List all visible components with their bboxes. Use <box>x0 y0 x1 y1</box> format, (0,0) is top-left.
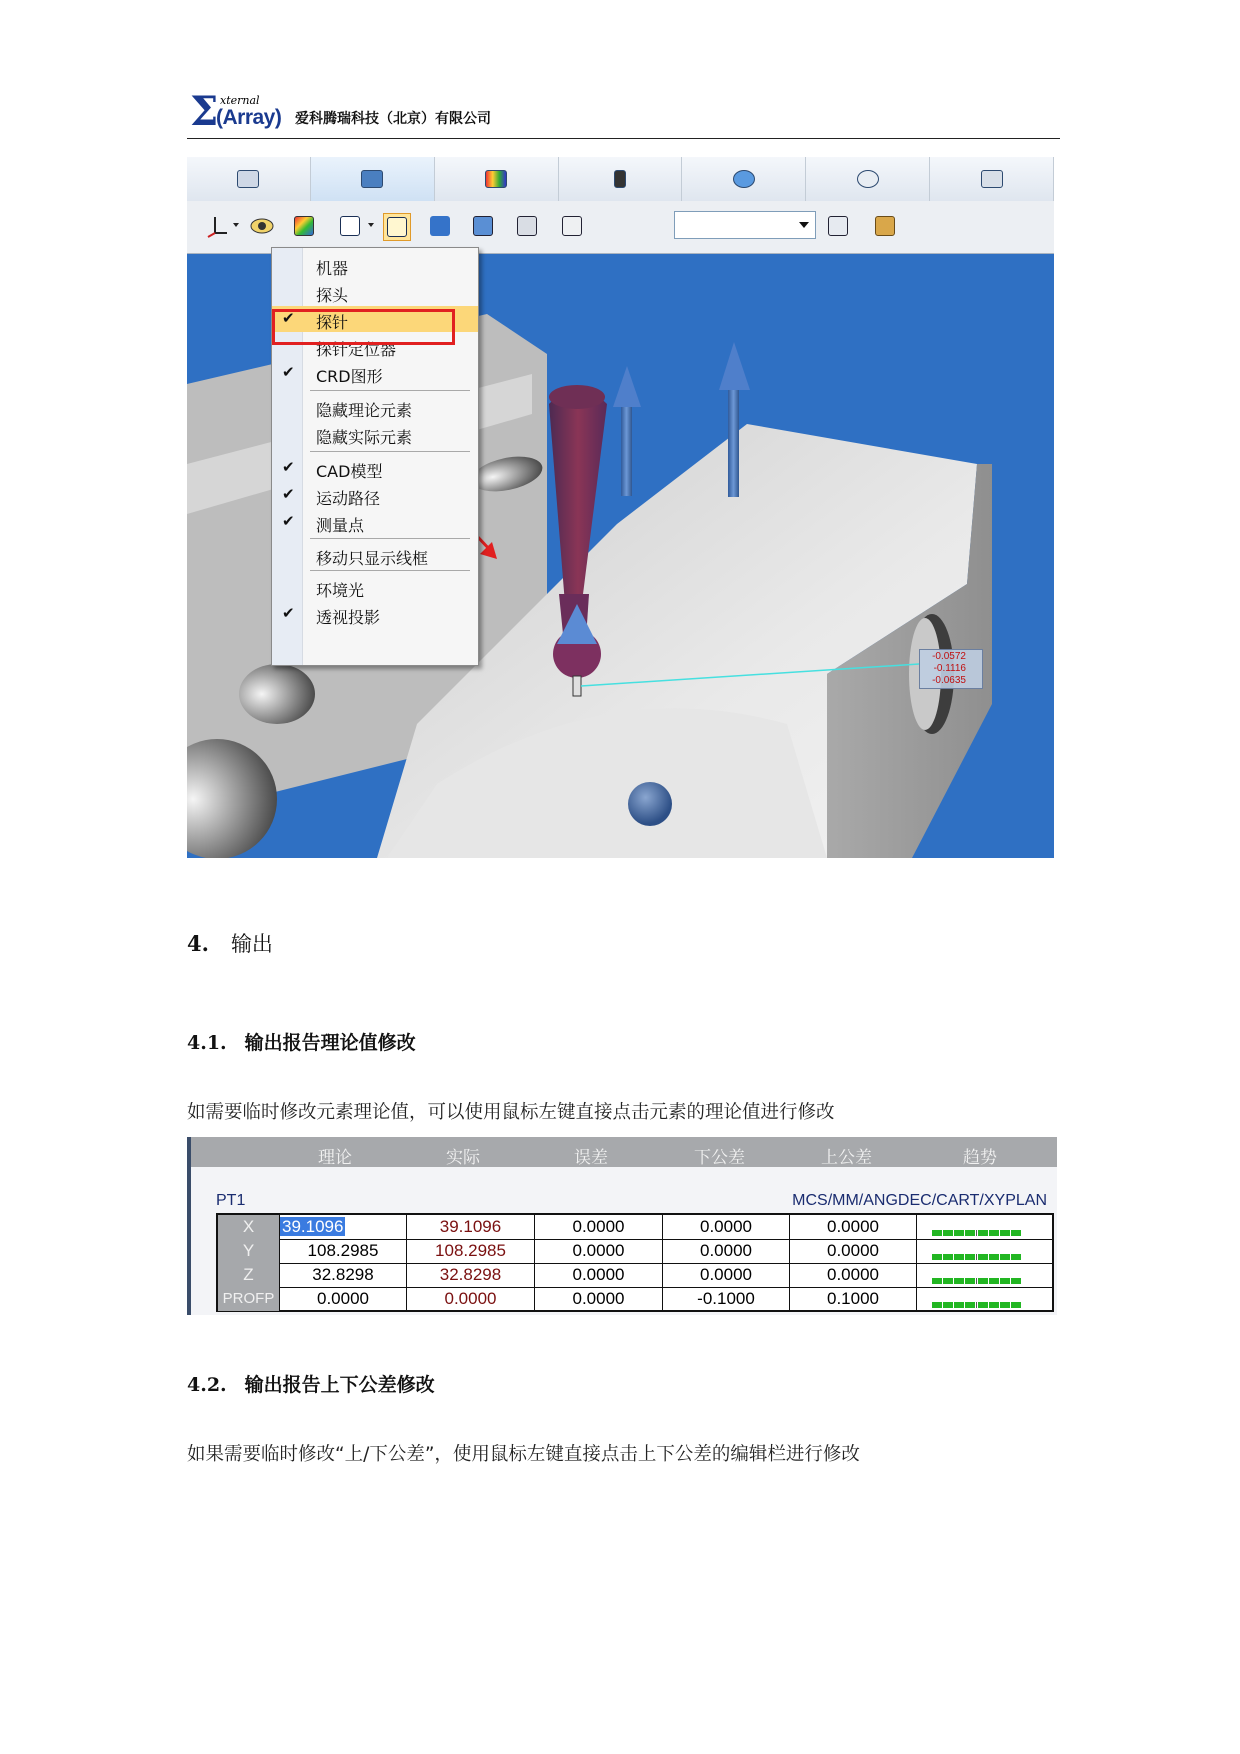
axes-button[interactable] <box>203 213 229 239</box>
menu-item-crd-graphics[interactable] <box>272 360 478 386</box>
export-button[interactable] <box>825 213 851 239</box>
column-upper-tol: 上公差 <box>821 1148 872 1168</box>
column-deviation: 误差 <box>574 1148 608 1168</box>
deviation-value: 0.0000 <box>535 1263 663 1287</box>
upper-tol-field[interactable]: 0.0000 <box>790 1215 917 1239</box>
table-row <box>218 1263 1052 1288</box>
toolbar-tab-bar <box>187 157 1054 202</box>
logo-array-text: (Array) <box>216 106 282 129</box>
company-logo <box>190 88 290 135</box>
menu-item-measured-points[interactable] <box>272 509 478 535</box>
checkmark-icon: ✔ <box>282 309 295 327</box>
menu-item-label: 探针 <box>316 313 349 332</box>
deviation-y: -0.1116 <box>933 663 966 674</box>
menu-separator <box>310 538 470 539</box>
table-row <box>218 1215 1052 1240</box>
lower-tol-field[interactable]: 0.0000 <box>663 1239 790 1263</box>
export-icon <box>828 216 848 236</box>
report-column-header <box>191 1137 1057 1167</box>
section-4-heading <box>187 928 273 958</box>
axis-label: PROFP <box>218 1287 280 1311</box>
save-view-button[interactable] <box>514 213 540 239</box>
menu-item-label: CAD模型 <box>316 462 383 481</box>
menu-item-label: 隐藏理论元素 <box>316 401 413 420</box>
tab-report[interactable] <box>930 157 1054 201</box>
section-number: 4.1. <box>187 1032 227 1054</box>
color-palette-icon <box>294 216 314 236</box>
column-measured: 实际 <box>446 1148 480 1168</box>
measured-value: 32.8298 <box>407 1263 535 1287</box>
nominal-edit-field[interactable]: 32.8298 <box>280 1263 407 1287</box>
report-data-grid <box>216 1213 1054 1312</box>
deviation-label <box>919 649 983 689</box>
axis-label: Z <box>218 1263 280 1287</box>
report-icon <box>981 170 1003 188</box>
add-view-icon <box>473 216 493 236</box>
color-settings-button[interactable] <box>291 213 317 239</box>
disk-icon <box>857 170 879 188</box>
menu-item-perspective[interactable] <box>272 601 478 627</box>
checkmark-icon: ✔ <box>282 485 295 503</box>
section-title: 输出报告上下公差修改 <box>244 1374 435 1396</box>
menu-item-label: 探头 <box>316 286 349 305</box>
lower-tol-field[interactable]: 0.0000 <box>663 1263 790 1287</box>
document-header <box>187 88 1060 139</box>
deviation-value: 0.0000 <box>535 1287 663 1311</box>
cad-cube-icon <box>430 216 450 236</box>
column-trend: 趋势 <box>963 1148 997 1168</box>
menu-item-ambient-light[interactable] <box>272 574 478 600</box>
checkmark-icon: ✔ <box>282 363 295 381</box>
view-eye-button[interactable] <box>249 213 275 239</box>
add-view-button[interactable] <box>470 213 496 239</box>
deviation-value: 0.0000 <box>535 1239 663 1263</box>
lower-tol-field[interactable]: 0.0000 <box>663 1215 790 1239</box>
deviation-value: 0.0000 <box>535 1215 663 1239</box>
axis-label: Y <box>218 1239 280 1263</box>
upper-tol-field[interactable]: 0.0000 <box>790 1239 917 1263</box>
section-4-1-heading <box>187 1028 416 1055</box>
menu-item-label: 隐藏实际元素 <box>316 428 413 447</box>
checkmark-icon: ✔ <box>282 512 295 530</box>
menu-item-cad-model[interactable] <box>272 455 478 481</box>
section-number: 4.2. <box>187 1374 227 1396</box>
probe-library-icon <box>875 216 895 236</box>
section-title: 输出 <box>230 932 273 956</box>
feature-label: PT1 <box>216 1192 246 1209</box>
grid-icon <box>237 170 259 188</box>
highlight-box <box>272 309 455 345</box>
trend-bar <box>932 1269 1022 1278</box>
tab-edit-window[interactable] <box>187 157 311 201</box>
section-4-1-paragraph: 如需要临时修改元素理论值，可以使用鼠标左键直接点击元素的理论值进行修改 <box>187 1102 835 1123</box>
graphics-window-screenshot <box>187 157 1054 858</box>
properties-button[interactable] <box>559 213 585 239</box>
trend-bar <box>932 1245 1022 1254</box>
measured-value: 108.2985 <box>407 1239 535 1263</box>
menu-item-label: CRD图形 <box>316 367 383 386</box>
menu-item-label: 透视投影 <box>316 608 381 627</box>
combo-arrow-icon <box>799 222 809 228</box>
section-4-2-paragraph: 如果需要临时修改“上/下公差”，使用鼠标左键直接点击上下公差的编辑栏进行修改 <box>187 1444 860 1465</box>
lower-tol-field[interactable]: -0.1000 <box>663 1287 790 1311</box>
blocks-icon <box>361 170 383 188</box>
menu-item-label: 测量点 <box>316 516 365 535</box>
nominal-value: 39.1096 <box>282 1217 344 1236</box>
tab-render[interactable] <box>435 157 559 201</box>
coordinate-system-label: MCS/MM/ANGDEC/CART/XYPLAN <box>792 1192 1047 1209</box>
menu-item-label: 环境光 <box>316 581 365 600</box>
cad-button[interactable] <box>427 213 453 239</box>
section-4-2-heading <box>187 1370 435 1397</box>
layout-button[interactable] <box>337 213 363 239</box>
menu-item-wireframe-on-move[interactable] <box>272 542 478 568</box>
probe-library-button[interactable] <box>872 213 898 239</box>
tab-surface[interactable] <box>682 157 806 201</box>
section-title: 输出报告理论值修改 <box>244 1032 416 1054</box>
table-row <box>218 1239 1052 1264</box>
menu-item-motion-path[interactable] <box>272 482 478 508</box>
upper-tol-field[interactable]: 0.1000 <box>790 1287 917 1311</box>
measured-value: 39.1096 <box>407 1215 535 1239</box>
menu-separator <box>310 451 470 452</box>
menu-item-hide-actual[interactable] <box>272 421 478 447</box>
checkmark-icon: ✔ <box>282 458 295 476</box>
section-number: 4. <box>187 931 209 956</box>
globe-icon <box>733 170 755 188</box>
logo-xternal-text: xternal <box>220 94 260 107</box>
nominal-edit-field[interactable]: 0.0000 <box>280 1287 407 1311</box>
axes-icon <box>203 213 229 239</box>
menu-separator <box>310 390 470 391</box>
column-lower-tol: 下公差 <box>694 1148 745 1168</box>
display-grid-icon <box>387 217 407 237</box>
company-name: 爱科腾瑞科技（北京）有限公司 <box>295 111 491 127</box>
color-cube-icon <box>485 170 507 188</box>
nominal-edit-field[interactable]: 108.2985 <box>280 1239 407 1263</box>
column-nominal: 理论 <box>318 1148 352 1168</box>
view-select-combo[interactable] <box>674 211 816 239</box>
layout-dropdown-arrow-icon[interactable] <box>368 223 374 227</box>
table-row <box>218 1287 1052 1311</box>
menu-separator <box>310 570 470 571</box>
eye-icon <box>249 213 275 239</box>
trend-bar <box>932 1221 1022 1230</box>
sigma-logo-icon: Σ <box>190 88 219 135</box>
deviation-x: -0.0572 <box>932 651 966 662</box>
trend-bar <box>932 1293 1022 1302</box>
tab-graphics[interactable] <box>311 157 435 201</box>
axes-dropdown-arrow-icon[interactable] <box>233 223 239 227</box>
menu-item-label: 机器 <box>316 259 349 278</box>
nominal-edit-field[interactable] <box>280 1215 407 1239</box>
save-view-icon <box>517 216 537 236</box>
tab-disk[interactable] <box>806 157 930 201</box>
menu-item-label: 移动只显示线框 <box>316 549 429 568</box>
deviation-z: -0.0635 <box>932 675 966 686</box>
upper-tol-field[interactable]: 0.0000 <box>790 1263 917 1287</box>
properties-icon <box>562 216 582 236</box>
menu-item-hide-nominal[interactable] <box>272 394 478 420</box>
menu-item-label: 探针定位器 <box>316 340 397 359</box>
checkmark-icon: ✔ <box>282 604 295 622</box>
menu-item-label: 运动路径 <box>316 489 381 508</box>
tab-probe[interactable] <box>559 157 683 201</box>
layout-icon <box>340 216 360 236</box>
axis-label: X <box>218 1215 280 1239</box>
probe-icon <box>614 170 626 188</box>
menu-item-machine[interactable] <box>272 252 478 278</box>
menu-item-probe-head[interactable] <box>272 279 478 305</box>
measured-value: 0.0000 <box>407 1287 535 1311</box>
display-settings-button[interactable] <box>383 213 411 241</box>
report-screenshot <box>187 1137 1057 1315</box>
